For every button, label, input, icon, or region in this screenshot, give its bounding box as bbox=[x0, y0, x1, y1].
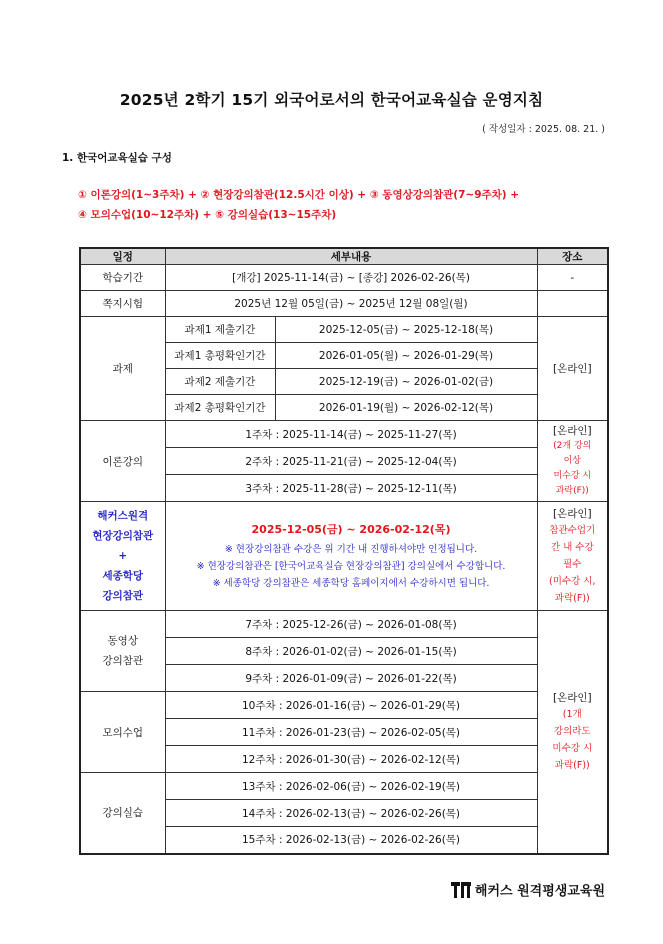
table-row bbox=[80, 502, 608, 611]
theory-place-note-1: (2개 강의 bbox=[553, 441, 592, 451]
quiz-detail: 2025년 12월 05일(금) ~ 2025년 12월 08일(월) bbox=[165, 291, 537, 317]
theory-place-label: [온라인] bbox=[552, 425, 592, 437]
header-detail: 세부내용 bbox=[165, 248, 537, 265]
header-schedule: 일정 bbox=[80, 248, 165, 265]
lower-place bbox=[537, 611, 608, 854]
observation-label-4: 세종학당 bbox=[102, 570, 144, 582]
theory-place-note-3: 미수강 시 bbox=[553, 471, 592, 481]
table-row bbox=[80, 421, 608, 448]
assignment-period: 2025-12-05(금) ~ 2025-12-18(목) bbox=[275, 317, 537, 343]
quiz-place bbox=[537, 291, 608, 317]
video-week: 9주차 : 2026-01-09(금) ~ 2026-01-22(목) bbox=[165, 665, 537, 692]
assignment-period: 2026-01-19(월) ~ 2026-02-12(목) bbox=[275, 395, 537, 421]
study-period-place: - bbox=[537, 265, 608, 291]
assignment-name: 과제1 제출기간 bbox=[165, 317, 275, 343]
lower-place-note-4: 과락(F)) bbox=[554, 759, 590, 771]
document-title: 2025년 2학기 15기 외국어로서의 한국어교육실습 운영지침 bbox=[119, 91, 544, 109]
theory-week: 3주차 : 2025-11-28(금) ~ 2025-12-11(목) bbox=[165, 475, 537, 502]
schedule-table bbox=[79, 247, 609, 855]
assignment-period: 2025-12-19(금) ~ 2026-01-02(금) bbox=[275, 369, 537, 395]
assignment-name: 과제2 제출기간 bbox=[165, 369, 275, 395]
lower-place-label: [온라인] bbox=[552, 691, 592, 704]
theory-label: 이론강의 bbox=[80, 421, 165, 502]
theory-place-note-2: 이상 bbox=[563, 456, 581, 466]
video-label-2: 강의참관 bbox=[102, 655, 144, 667]
study-period-detail: [개강] 2025-11-14(금) ~ [종강] 2026-02-26(목) bbox=[165, 265, 537, 291]
observation-place-note-1: 참관수업기 bbox=[549, 524, 596, 536]
table-row bbox=[80, 291, 608, 317]
mock-week: 10주차 : 2026-01-16(금) ~ 2026-01-29(목) bbox=[165, 692, 537, 719]
observation-label-5: 강의참관 bbox=[102, 590, 144, 602]
section-heading: 1. 한국어교육실습 구성 bbox=[62, 152, 172, 164]
table-row bbox=[80, 317, 608, 343]
composition-line-1: ① 이론강의(1~3주차) + ② 현장강의참관(12.5시간 이상) + ③ 동영상강의참관(7~9주차) + bbox=[78, 189, 520, 201]
footer-logo bbox=[451, 880, 605, 899]
quiz-label: 쪽지시험 bbox=[80, 291, 165, 317]
assignment-label: 과제 bbox=[80, 317, 165, 421]
study-period-label: 학습기간 bbox=[80, 265, 165, 291]
footer-logo-text: 해커스 원격평생교육원 bbox=[474, 884, 605, 899]
assignment-name: 과제1 총평확인기간 bbox=[165, 343, 275, 369]
header-place: 장소 bbox=[537, 248, 608, 265]
assignment-name: 과제2 총평확인기간 bbox=[165, 395, 275, 421]
theory-week: 1주차 : 2025-11-14(금) ~ 2025-11-27(목) bbox=[165, 421, 537, 448]
lower-place-note-1: (1개 bbox=[562, 708, 582, 720]
table-row bbox=[80, 611, 608, 638]
date-note: ( 작성일자 : 2025. 08. 21. ) bbox=[482, 124, 605, 135]
practice-week: 14주차 : 2026-02-13(금) ~ 2026-02-26(목) bbox=[165, 800, 537, 827]
hackers-logo-icon bbox=[451, 882, 471, 898]
observation-place-label: [온라인] bbox=[552, 507, 592, 520]
table-row bbox=[80, 265, 608, 291]
observation-label-3: + bbox=[118, 550, 128, 562]
observation-date: 2025-12-05(금) ~ 2026-02-12(목) bbox=[251, 522, 451, 536]
observation-place-note-3: 필수 bbox=[563, 558, 582, 570]
observation-label bbox=[80, 502, 165, 611]
video-week: 8주차 : 2026-01-02(금) ~ 2026-01-15(목) bbox=[165, 638, 537, 665]
observation-place bbox=[537, 502, 608, 611]
theory-place-note-4: 과락(F)) bbox=[555, 486, 589, 496]
theory-week: 2주차 : 2025-11-21(금) ~ 2025-12-04(목) bbox=[165, 448, 537, 475]
observation-place-note-2: 간 내 수강 bbox=[550, 541, 594, 553]
lower-place-note-3: 미수강 시 bbox=[552, 742, 593, 754]
mock-week: 11주차 : 2026-01-23(금) ~ 2026-02-05(목) bbox=[165, 719, 537, 746]
observation-detail bbox=[165, 502, 537, 611]
practice-label: 강의실습 bbox=[80, 773, 165, 854]
mock-label: 모의수업 bbox=[80, 692, 165, 773]
video-week: 7주차 : 2025-12-26(금) ~ 2026-01-08(목) bbox=[165, 611, 537, 638]
observation-note-2: ※ 현장강의참관은 [한국어교육실습 현장강의참관] 강의실에서 수강합니다. bbox=[196, 560, 506, 572]
theory-place bbox=[537, 421, 608, 502]
observation-label-2: 현장강의참관 bbox=[92, 530, 154, 542]
assignment-period: 2026-01-05(월) ~ 2026-01-29(목) bbox=[275, 343, 537, 369]
table-row bbox=[80, 692, 608, 719]
observation-label-1: 해커스원격 bbox=[97, 510, 149, 522]
video-label-1: 동영상 bbox=[107, 635, 138, 647]
observation-note-1: ※ 현장강의참관 수강은 위 기간 내 진행하셔야만 인정됩니다. bbox=[224, 543, 478, 555]
lower-place-note-2: 강의라도 bbox=[553, 725, 591, 737]
video-label bbox=[80, 611, 165, 692]
practice-week: 13주차 : 2026-02-06(금) ~ 2026-02-19(목) bbox=[165, 773, 537, 800]
mock-week: 12주차 : 2026-01-30(금) ~ 2026-02-12(목) bbox=[165, 746, 537, 773]
table-row bbox=[80, 773, 608, 800]
observation-place-note-4: (미수강 시, bbox=[549, 575, 596, 587]
practice-week: 15주차 : 2026-02-13(금) ~ 2026-02-26(목) bbox=[165, 827, 537, 854]
observation-place-note-5: 과락(F)) bbox=[554, 592, 590, 604]
observation-note-3: ※ 세종학당 강의참관은 세종학당 홈페이지에서 수강하시면 됩니다. bbox=[212, 577, 490, 589]
composition-line-2: ④ 모의수업(10~12주차) + ⑤ 강의실습(13~15주차) bbox=[78, 209, 337, 221]
assignment-place: [온라인] bbox=[537, 317, 608, 421]
